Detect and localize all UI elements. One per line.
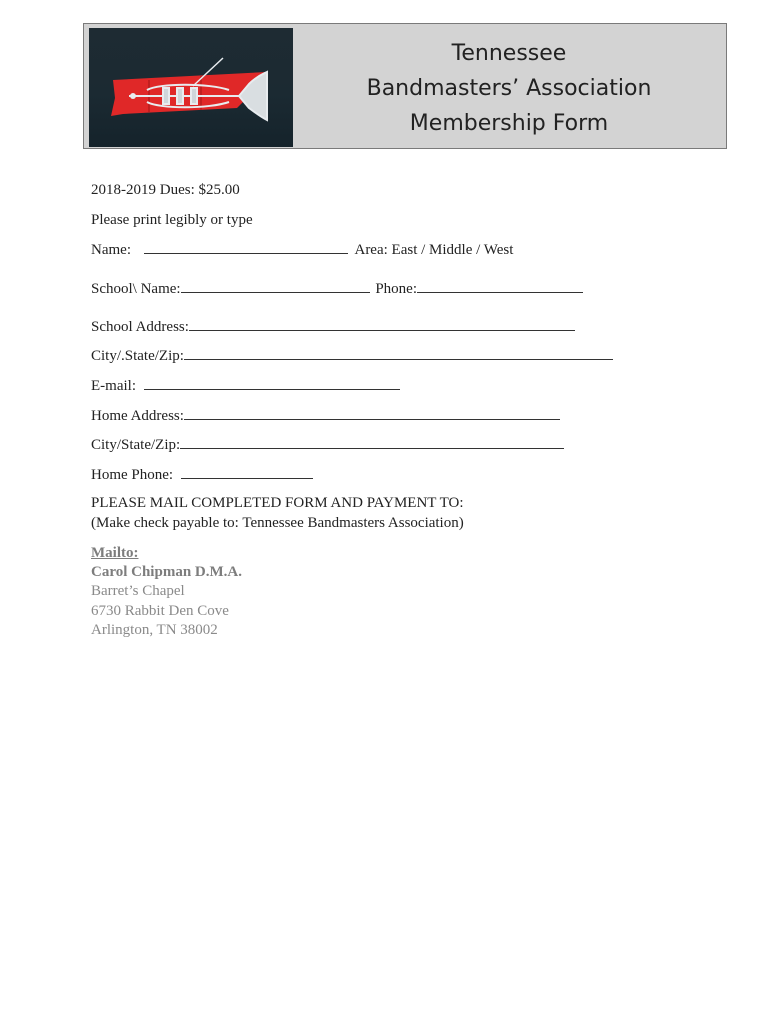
address-line-3: Arlington, TN 38002 bbox=[91, 622, 218, 638]
payable-note: (Make check payable to: Tennessee Bandmasters Association) bbox=[91, 515, 464, 531]
address-line-1: Barret’s Chapel bbox=[91, 583, 185, 599]
dues-text: 2018-2019 Dues: $25.00 bbox=[91, 182, 240, 198]
home-address-row bbox=[91, 407, 560, 425]
print-instruction: Please print legibly or type bbox=[91, 212, 253, 228]
home-address-field[interactable] bbox=[184, 407, 560, 420]
address-line-2: 6730 Rabbit Den Cove bbox=[91, 603, 229, 619]
title-line-1: Tennessee bbox=[451, 41, 567, 66]
home-city-field[interactable] bbox=[180, 436, 564, 449]
home-city-label: City/State/Zip: bbox=[91, 437, 181, 453]
name-row bbox=[91, 241, 513, 259]
school-city-field[interactable] bbox=[184, 347, 613, 360]
school-city-row bbox=[91, 347, 613, 365]
home-phone-field[interactable] bbox=[181, 466, 313, 479]
school-address-label: School Address: bbox=[91, 319, 189, 335]
header-banner bbox=[83, 23, 727, 149]
email-row bbox=[91, 377, 400, 395]
mail-instruction: PLEASE MAIL COMPLETED FORM AND PAYMENT TO: bbox=[91, 495, 464, 511]
school-address-field[interactable] bbox=[189, 318, 575, 331]
mailto-label: Mailto: bbox=[91, 545, 139, 561]
phone-label: Phone: bbox=[375, 281, 417, 297]
school-name-field[interactable] bbox=[181, 280, 370, 293]
school-name-label: School\ Name: bbox=[91, 281, 181, 297]
area-label: Area: East / Middle / West bbox=[354, 242, 514, 258]
home-city-row bbox=[91, 436, 564, 454]
school-city-label: City/.State/Zip: bbox=[91, 348, 184, 364]
title-line-3: Membership Form bbox=[409, 111, 609, 136]
recipient-name: Carol Chipman D.M.A. bbox=[91, 564, 242, 580]
phone-field[interactable] bbox=[417, 280, 583, 293]
home-phone-label: Home Phone: bbox=[91, 467, 174, 483]
school-address-row bbox=[91, 318, 575, 336]
name-label: Name: bbox=[91, 242, 131, 258]
title-line-2: Bandmasters’ Association bbox=[366, 76, 652, 101]
home-phone-row bbox=[91, 466, 313, 484]
name-field[interactable] bbox=[144, 241, 348, 254]
email-label: E-mail: bbox=[91, 378, 136, 394]
trumpet-logo-icon bbox=[89, 28, 293, 147]
school-name-row bbox=[91, 280, 583, 298]
home-address-label: Home Address: bbox=[91, 408, 184, 424]
form-title bbox=[296, 36, 722, 141]
email-field[interactable] bbox=[144, 377, 400, 390]
